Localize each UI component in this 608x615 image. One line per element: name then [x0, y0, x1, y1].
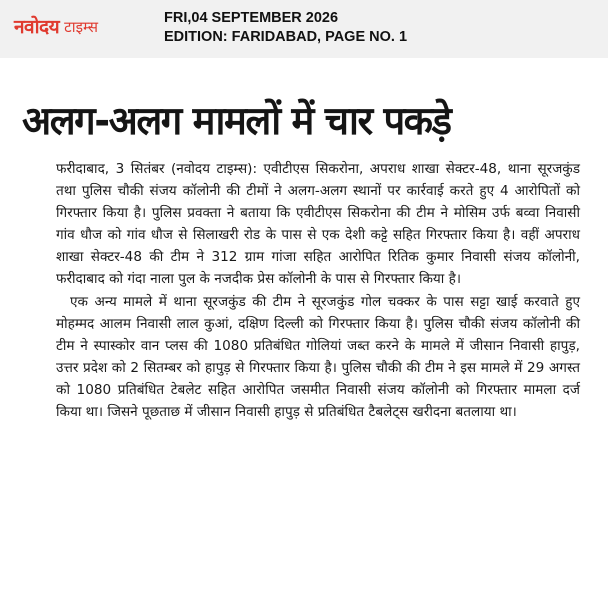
- article-body: [56, 158, 580, 423]
- article-headline: अलग-अलग मामलों में चार पकड़े: [22, 99, 451, 144]
- edition-line: EDITION: FARIDABAD, PAGE NO. 1: [164, 29, 408, 45]
- logo-sub-text: टाइम्स: [64, 18, 98, 36]
- date-line: FRI,04 SEPTEMBER 2026: [164, 10, 339, 26]
- newspaper-logo: [14, 9, 101, 43]
- edition-info: [164, 9, 407, 47]
- article-paragraph-1: फरीदाबाद, 3 सितंबर (नवोदय टाइम्स): एवीटीएस सिकरोना, अपराध शाखा सेक्टर-48, थाना सूरजकुंड तथा पुलिस चौकी संजय कॉलोनी की टीमों ने अलग-अलग स्थानों पर कार्रवाई करते हुए 4 आरोपितों को गिरफ्तार किया है। पुलिस प्रवक्ता ने बताया कि एवीटीएस सिकरोना की टीम ने मोसिम उर्फ बव्वा निवासी गांव धौज को गांव धौज से सिलाखरी रोड के पास से एक देशी कट्टे सहित गिरफ्तार किया है। वहीं अपराध शाखा सेक्टर-48 की टीम ने 312 ग्राम गांजा सहित आरोपित रितिक कुमार निवासी संजय कॉलोनी, फरीदाबाद को गंदा नाला पुल के नजदीक प्रेस कॉलोनी के पास से गिरफ्तार किया है।: [56, 161, 580, 288]
- masthead: [0, 0, 608, 58]
- logo-main-text: नवोदय: [14, 16, 60, 38]
- article-paragraph-2: एक अन्य मामले में थाना सूरजकुंड की टीम ने सूरजकुंड गोल चक्कर के पास सट्टा खाई करवाते हुए मोहम्मद आलम निवासी लाल कुआं, दक्षिण दिल्ली को गिरफ्तार किया है। पुलिस चौकी संजय कॉलोनी की टीम ने स्पास्कोर वान प्लस की 1080 प्रतिबंधित गोलियां जब्त करने के मामले में जीसान निवासी हापुड़, उत्तर प्रदेश को 2 सितम्बर को हापुड़ से गिरफ्तार किया है। पुलिस चौकी की टीम ने इस मामले में 29 अगस्त को 1080 प्रतिबंधित टेबलेट सहित आरोपित जसमीत निवासी संजय कॉलोनी को गिरफ्तार मामला दर्ज किया था। जिसने पूछताछ में जीसान निवासी हापुड़ से प्रतिबंधित टैबलेट्स खरीदना बतलाया था।: [56, 293, 580, 421]
